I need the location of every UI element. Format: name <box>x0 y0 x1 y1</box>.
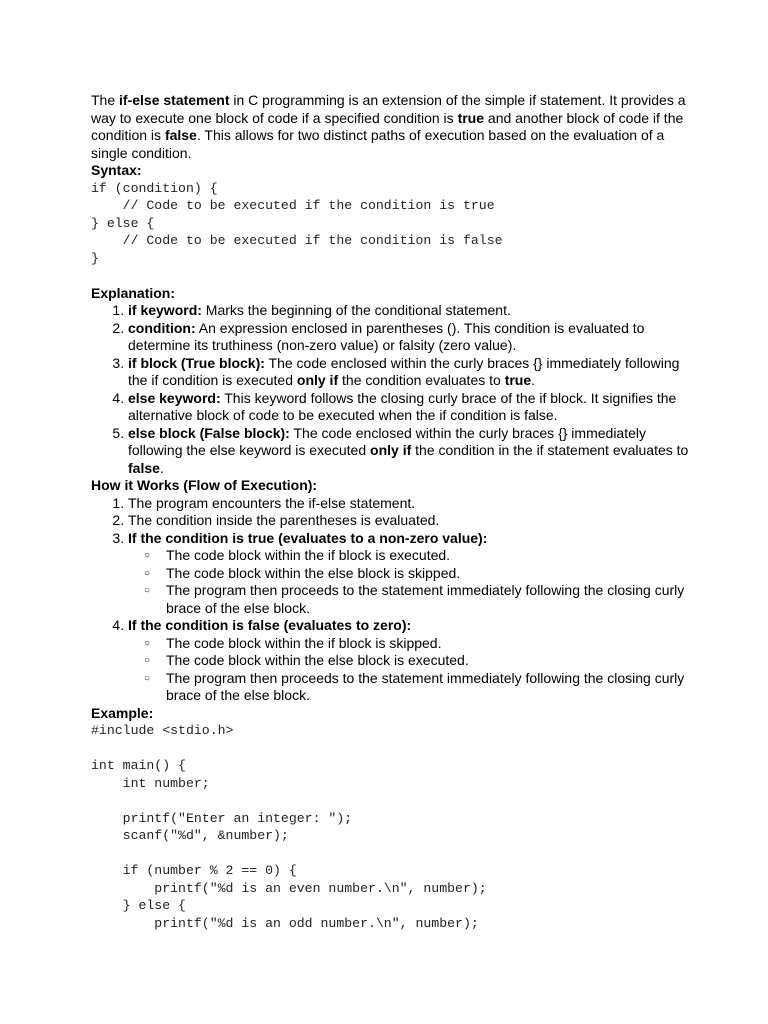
flow-list <box>91 495 691 705</box>
flow-substep: ○ The program then proceeds to the statement immediately following the closing curly brace of the else block. <box>166 582 691 617</box>
flow-substeps <box>128 547 691 617</box>
flow-step: 2. The condition inside the parentheses is evaluated. <box>128 512 691 530</box>
flow-substep: ○ The program then proceeds to the statement immediately following the closing curly brace of the else block. <box>166 670 691 705</box>
intro-paragraph: The if-else statement in C programming is an extension of the simple if statement. It provides a way to execute one block of code if a specified condition is true and another block of code if the condition is false. This allows for two distinct paths of execution based on the evaluation of a single condition. <box>91 92 686 161</box>
explanation-item: 1. if keyword: Marks the beginning of the conditional statement. <box>128 302 691 320</box>
example-heading: Example: <box>91 704 154 721</box>
flow-substep: ○ The code block within the else block is skipped. <box>166 565 691 583</box>
explanation-item: 2. condition: An expression enclosed in parentheses (). This condition is evaluated to determine its truthiness (non-zero value) or falsity (zero value). <box>128 320 691 355</box>
explanation-item: 3. if block (True block): The code enclosed within the curly braces {} immediately following the if condition is executed only if the condition evaluates to true. <box>128 355 691 390</box>
flow-substeps <box>128 635 691 705</box>
flow-step: 1. The program encounters the if-else statement. <box>128 495 691 513</box>
flow-substep: ○ The code block within the if block is executed. <box>166 547 691 565</box>
flow-step: 3. If the condition is true (evaluates to a non-zero value): ○ The code block within the if block is executed. ○ The code block within the else block is skipped. ○ The program then proceeds to the statement immediately following the closing curly brace of the else block. <box>128 530 691 618</box>
flow-heading: How it Works (Flow of Execution): <box>91 477 318 493</box>
example-code-block: #include <stdio.h> int main() { int number; printf("Enter an integer: "); scanf("%d", &number); if (number % 2 == 0) { printf("%d is an even number.\n", number); } else { printf("%d is an odd number.\n", number); <box>91 723 487 931</box>
document-page <box>91 92 691 932</box>
explanation-item: 4. else keyword: This keyword follows the closing curly brace of the if block. It signifies the alternative block of code to be executed when the if condition is false. <box>128 390 691 425</box>
syntax-code-block: if (condition) { // Code to be executed if the condition is true } else { // Code to be executed if the condition is false } <box>91 180 503 266</box>
explanation-list <box>91 302 691 477</box>
flow-substep: ○ The code block within the else block is executed. <box>166 652 691 670</box>
explanation-item: 5. else block (False block): The code enclosed within the curly braces {} immediately following the else keyword is executed only if the condition in the if statement evaluates to false. <box>128 425 691 478</box>
flow-substep: ○ The code block within the if block is skipped. <box>166 635 691 653</box>
syntax-heading: Syntax: <box>91 162 142 178</box>
flow-step: 4. If the condition is false (evaluates to zero): ○ The code block within the if block is skipped. ○ The code block within the else block is executed. ○ The program then proceeds to the statement immediately following the closing curly brace of the else block. <box>128 617 691 705</box>
explanation-heading: Explanation: <box>91 284 176 301</box>
